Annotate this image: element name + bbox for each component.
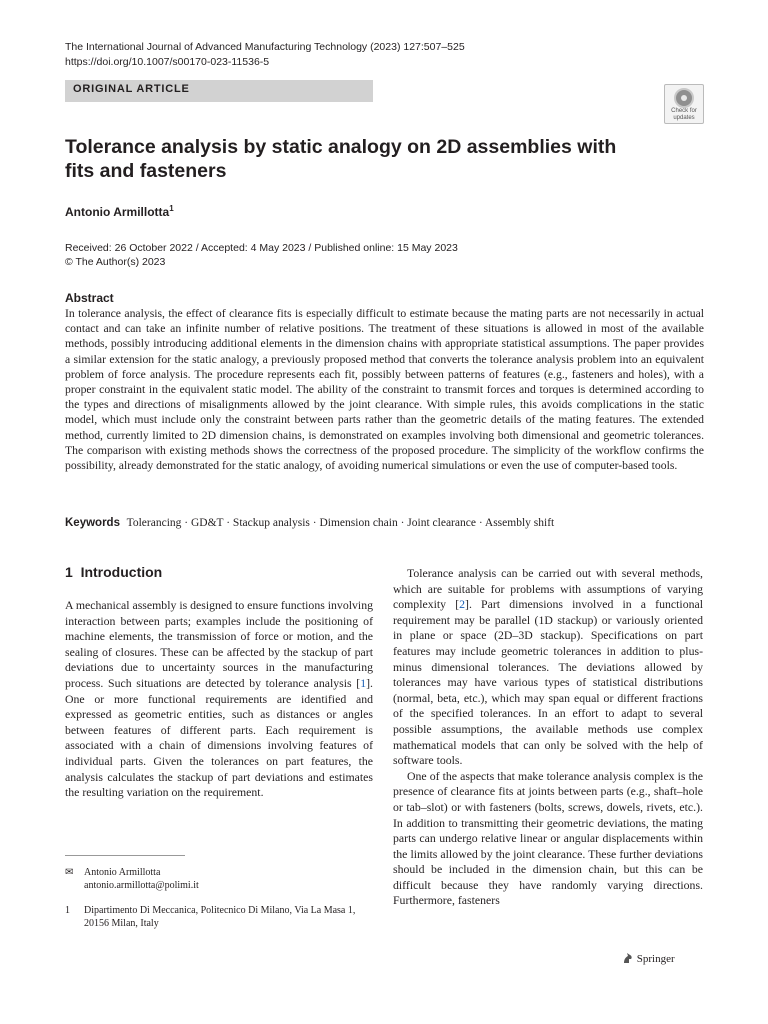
text-run: A mechanical assembly is designed to ensure functions involving interaction between parts; examples include the positioning of machine elements, the transmission of force or motion, and the sealing of closures. These can be affected by the stackup of part deviations due to uncertainty sources in the manufacturing process. Such situations are detected by tolerance analysis [ — [65, 598, 373, 690]
citation-link[interactable]: 2 — [459, 597, 466, 612]
check-updates-line1: Check for — [671, 108, 697, 114]
article-type-band: ORIGINAL ARTICLE — [65, 80, 373, 102]
publisher-mark — [622, 952, 675, 965]
keywords — [65, 517, 704, 529]
abstract-body: In tolerance analysis, the effect of clearance fits is especially difficult to estimate because the mating parts are not necessarily in actual contact and can take an infinite number of relative positions. The treatment of these situations is allowed in most of the available methods, possibly introducing additional elements in the dimension chains with appropriate statistical assumptions. The paper provides a similar extension for the static analogy, a previously proposed method that converts the tolerance analysis problem into an equivalent problem of force analysis. The procedure represents each fit, possibly between patterns of features (e.g., fasteners and holes), with a proper constraint in the equivalent static model. The ability of the constraint to transmit forces and torques is determined according to the types and directions of misalignments allowed by the joint clearance. With simple rules, this avoids complications in the static model, which must include only the constraint between parts rather than the geometric details of the mating features. The extended method, currently limited to 2D dimension chains, is demonstrated on examples involving both dimensional and geometric tolerances. The comparison with existing methods shows the correctness of the proposed procedure. The simplicity of the workflow confirms the possibility, already demonstrated for the static analogy, of avoiding numerical simulations or even the use of computer-based tools. — [65, 307, 704, 473]
affiliation-text: Dipartimento Di Meccanica, Politecnico Di Milano, Via La Masa 1, 20156 Milan, Italy — [84, 905, 356, 929]
left-column — [65, 598, 373, 801]
keywords-list: Tolerancing · GD&T · Stackup analysis · Dimension chain · Joint clearance · Assembly shift — [126, 517, 555, 529]
check-updates-line2: updates — [673, 114, 695, 121]
contact-name: Antonio Armillotta — [84, 867, 161, 878]
contact-email[interactable]: antonio.armillotta@polimi.it — [84, 880, 199, 891]
footnote-affiliation — [65, 904, 365, 930]
citation-link[interactable]: 1 — [360, 675, 367, 690]
doi-link[interactable]: https://doi.org/10.1007/s00170-023-11536-5 — [65, 56, 270, 68]
intro-paragraph-2 — [393, 566, 703, 769]
copyright-line: © The Author(s) 2023 — [65, 256, 166, 268]
article-title: Tolerance analysis by static analogy on 2D assemblies with fits and fasteners — [65, 136, 617, 182]
text-run: ]. Part dimensions involved in a functional requirement may be parallel (1D stackup) or variously oriented in plane or space (2D–3D stackup). Specifications on part features may include geometric tolerances in addition to plus-minus dimensional tolerances. The deviations allowed by tolerances may have various types of statistical distributions (normal, beta, etc.), which may span equal or different fractions of the specified tolerances. In an effort to adapt to several possible assumptions, the available methods use complex mathematical models that can only be solved with the help of software tools. — [393, 597, 703, 768]
envelope-icon: ✉ — [65, 867, 74, 878]
keywords-label: Keywords — [65, 517, 120, 529]
affiliation-mark: 1 — [65, 905, 70, 916]
publisher-name: Springer — [636, 953, 675, 965]
dates-line: Received: 26 October 2022 / Accepted: 4 May 2023 / Published online: 15 May 2023 — [65, 242, 458, 254]
intro-paragraph-3: One of the aspects that make tolerance analysis complex is the presence of clearance fits at joints between parts (e.g., shaft–hole or tab–slot) or with fasteners (bolts, screws, dowels, rivets, etc.). In addition to transmitting their geometric deviations, the mating parts can undergo relative linear or angular displacements within the limits allowed by the joint clearance. These further deviations should be included in the dimension chain, but this can be difficult because they have randomly varying directions. Furthermore, fasteners — [393, 768, 703, 908]
author-line — [65, 204, 174, 219]
footnote-divider — [65, 855, 185, 856]
footnote-contact — [65, 866, 365, 892]
journal-citation: The International Journal of Advanced Manufacturing Technology (2023) 127:507–525 — [65, 41, 465, 53]
publication-dates — [65, 241, 458, 269]
author-name[interactable]: Antonio Armillotta — [65, 205, 170, 219]
author-affiliation-mark: 1 — [169, 204, 174, 213]
right-column — [393, 566, 703, 909]
text-run: Tolerance analysis can be carried out with several methods, which are suitable for problems with assumptions of varying complexity [ — [393, 566, 703, 612]
intro-paragraph-1 — [65, 598, 373, 801]
section-number: 1 — [65, 564, 73, 580]
text-run: ]. One or more functional requirements are identified and expressed as geometric entities, such as distances or angles between features of different parts. Each requirement is associated with a chain of dimensions involving features of individual parts. Given the tolerances on part features, the analysis calculates the stackup of part deviations and estimates the resulting variation on the requirement. — [65, 675, 373, 800]
section-heading — [65, 564, 162, 580]
check-updates-icon — [674, 88, 694, 108]
springer-horse-icon — [622, 952, 634, 964]
section-title: Introduction — [80, 564, 163, 580]
check-for-updates-badge[interactable] — [664, 84, 704, 124]
journal-header — [65, 40, 465, 70]
abstract-heading: Abstract — [65, 291, 114, 305]
